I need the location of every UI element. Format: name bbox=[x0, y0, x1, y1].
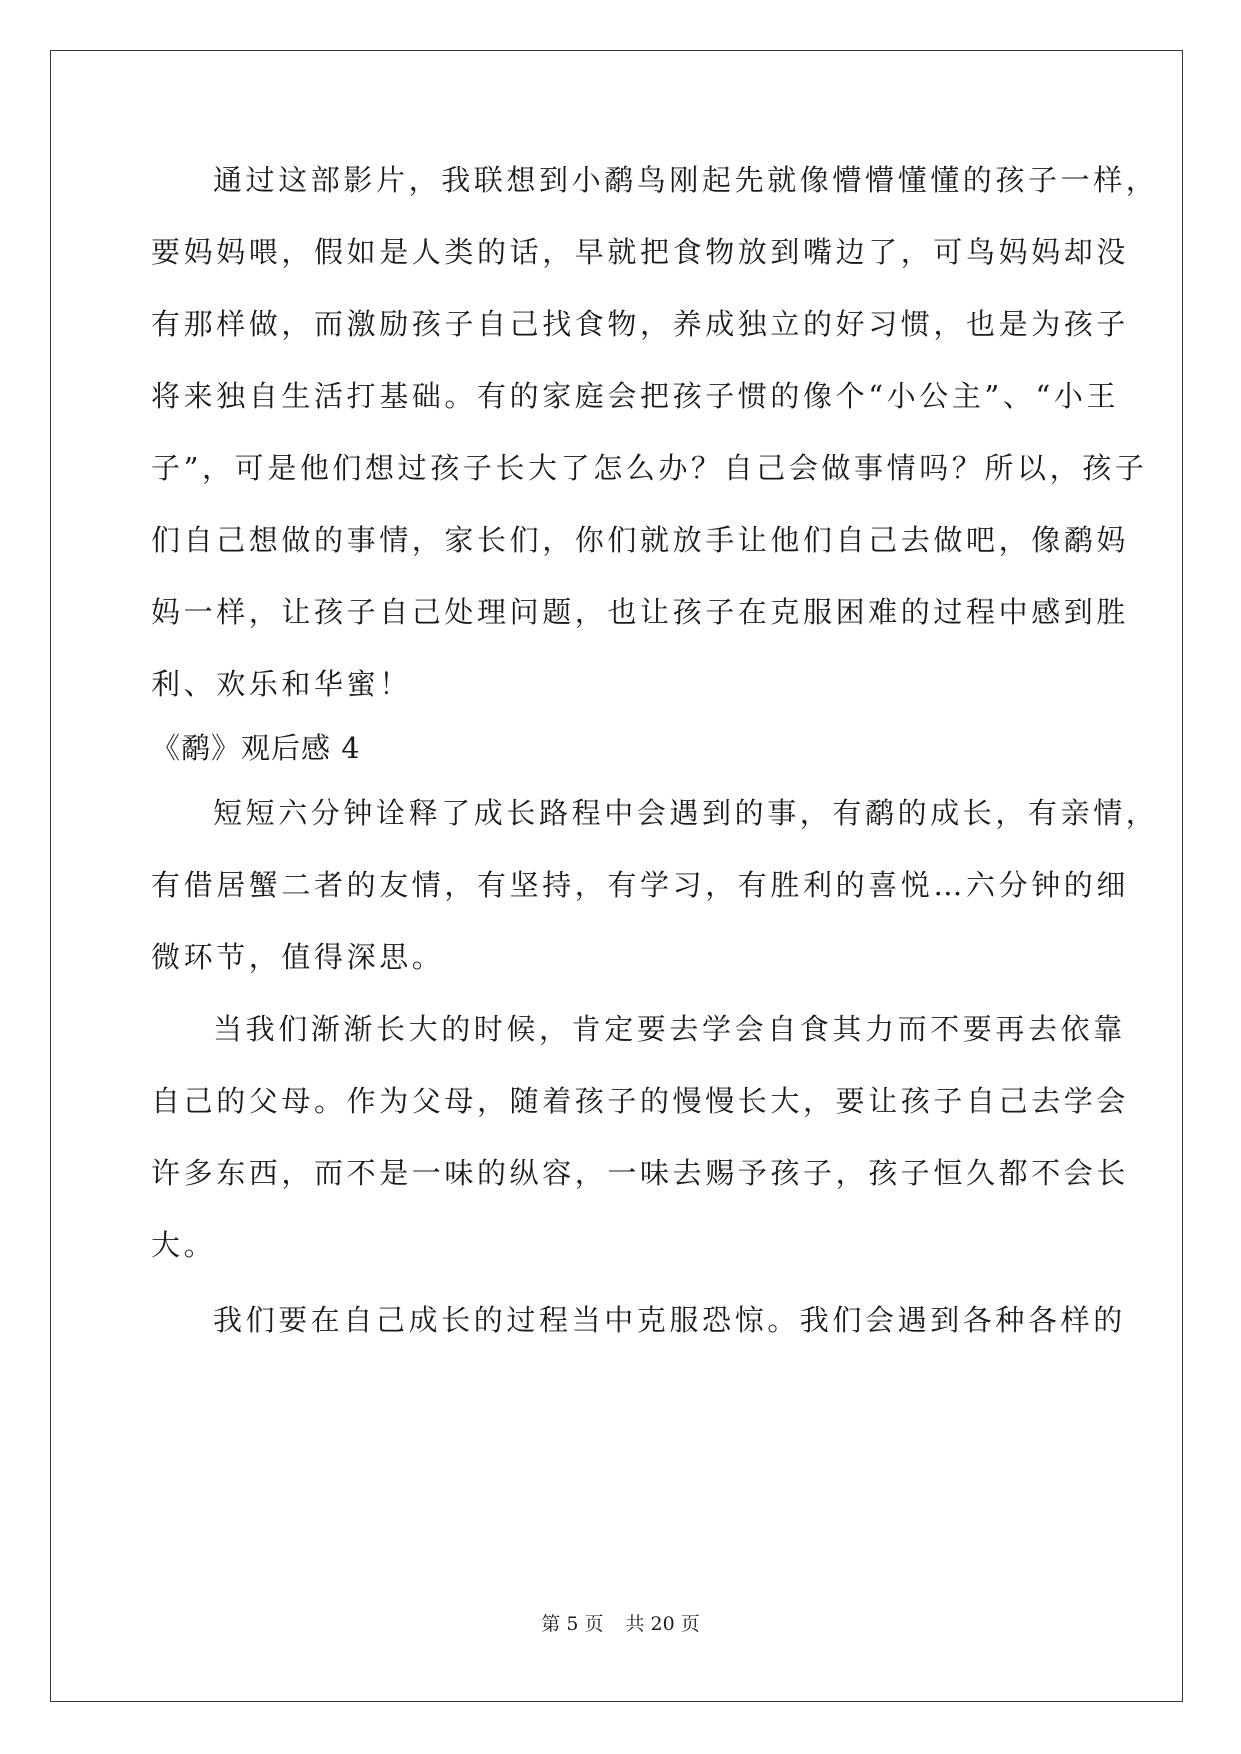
paragraph-line: 利、欢乐和华蜜！ bbox=[151, 667, 412, 701]
paragraph-line: 当我们渐渐长大的时候，肯定要去学会自食其力而不要再去依靠 bbox=[213, 1012, 1126, 1046]
paragraph-line: 大。 bbox=[151, 1228, 217, 1262]
paragraph-line: 许多东西，而不是一味的纵容，一味去赐予孩子，孩子恒久都不会长 bbox=[151, 1156, 1130, 1190]
paragraph-line: 有那样做，而激励孩子自己找食物，养成独立的好习惯，也是为孩子 bbox=[151, 307, 1130, 341]
paragraph-line: 我们要在自己成长的过程当中克服恐惊。我们会遇到各种各样的 bbox=[213, 1303, 1126, 1337]
page-footer bbox=[0, 1611, 1241, 1637]
total-pages: 共 20 页 bbox=[625, 1613, 700, 1635]
page-number: 第 5 页 bbox=[541, 1613, 604, 1635]
paragraph-line: 们自己想做的事情，家长们，你们就放手让他们自己去做吧，像鹬妈 bbox=[151, 523, 1130, 557]
paragraph-line: 微环节，值得深思。 bbox=[151, 940, 445, 974]
paragraph-line: 将来独自生活打基础。有的家庭会把孩子惯的像个“小公主”、“小王 bbox=[151, 379, 1120, 413]
paragraph-line: 有借居蟹二者的友情，有坚持，有学习，有胜利的喜悦…六分钟的细 bbox=[151, 868, 1130, 902]
paragraph-line: 自己的父母。作为父母，随着孩子的慢慢长大，要让孩子自己去学会 bbox=[151, 1084, 1130, 1118]
paragraph-line: 短短六分钟诠释了成长路程中会遇到的事，有鹬的成长，有亲情， bbox=[213, 796, 1159, 830]
paragraph-line: 妈一样，让孩子自己处理问题，也让孩子在克服困难的过程中感到胜 bbox=[151, 595, 1130, 629]
section-heading: 《鹬》观后感 4 bbox=[151, 731, 361, 765]
paragraph-line: 要妈妈喂，假如是人类的话，早就把食物放到嘴边了，可鸟妈妈却没 bbox=[151, 235, 1130, 269]
paragraph-line: 通过这部影片，我联想到小鹬鸟刚起先就像懵懵懂懂的孩子一样， bbox=[213, 163, 1159, 197]
paragraph-line: 子”，可是他们想过孩子长大了怎么办？自己会做事情吗？所以，孩子 bbox=[151, 451, 1148, 485]
